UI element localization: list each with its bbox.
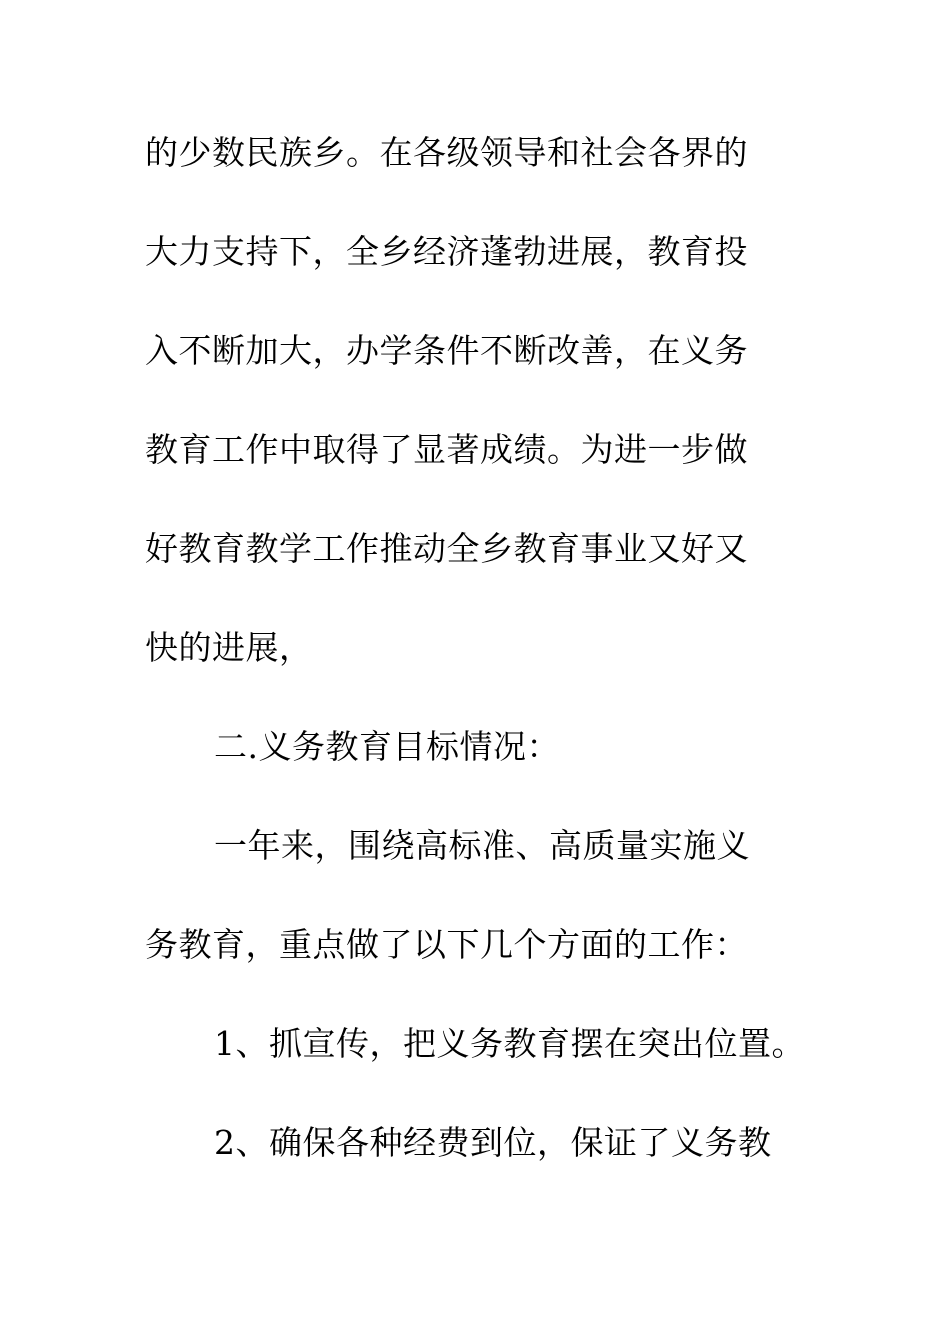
paragraph-line-2: 大力支持下，全乡经济蓬勃进展，教育投 <box>145 232 748 271</box>
paragraph-line-6: 快的进展， <box>145 628 313 667</box>
paragraph-line-7: 一年来，围绕高标准、高质量实施义 <box>214 826 750 865</box>
paragraph-line-8: 务教育，重点做了以下几个方面的工作： <box>145 925 748 964</box>
paragraph-line-3: 入不断加大，办学条件不断改善，在义务 <box>145 331 748 370</box>
section-heading: 二.义务教育目标情况： <box>214 727 560 766</box>
paragraph-line-5: 好教育教学工作推动全乡教育事业又好又 <box>145 529 748 568</box>
list-item-1: 1、抓宣传，把义务教育摆在突出位置。 <box>214 1024 805 1063</box>
list-item-2: 2、确保各种经费到位，保证了义务教 <box>214 1123 772 1162</box>
paragraph-line-1: 的少数民族乡。在各级领导和社会各界的 <box>145 133 748 172</box>
paragraph-line-4: 教育工作中取得了显著成绩。为进一步做 <box>145 430 748 469</box>
